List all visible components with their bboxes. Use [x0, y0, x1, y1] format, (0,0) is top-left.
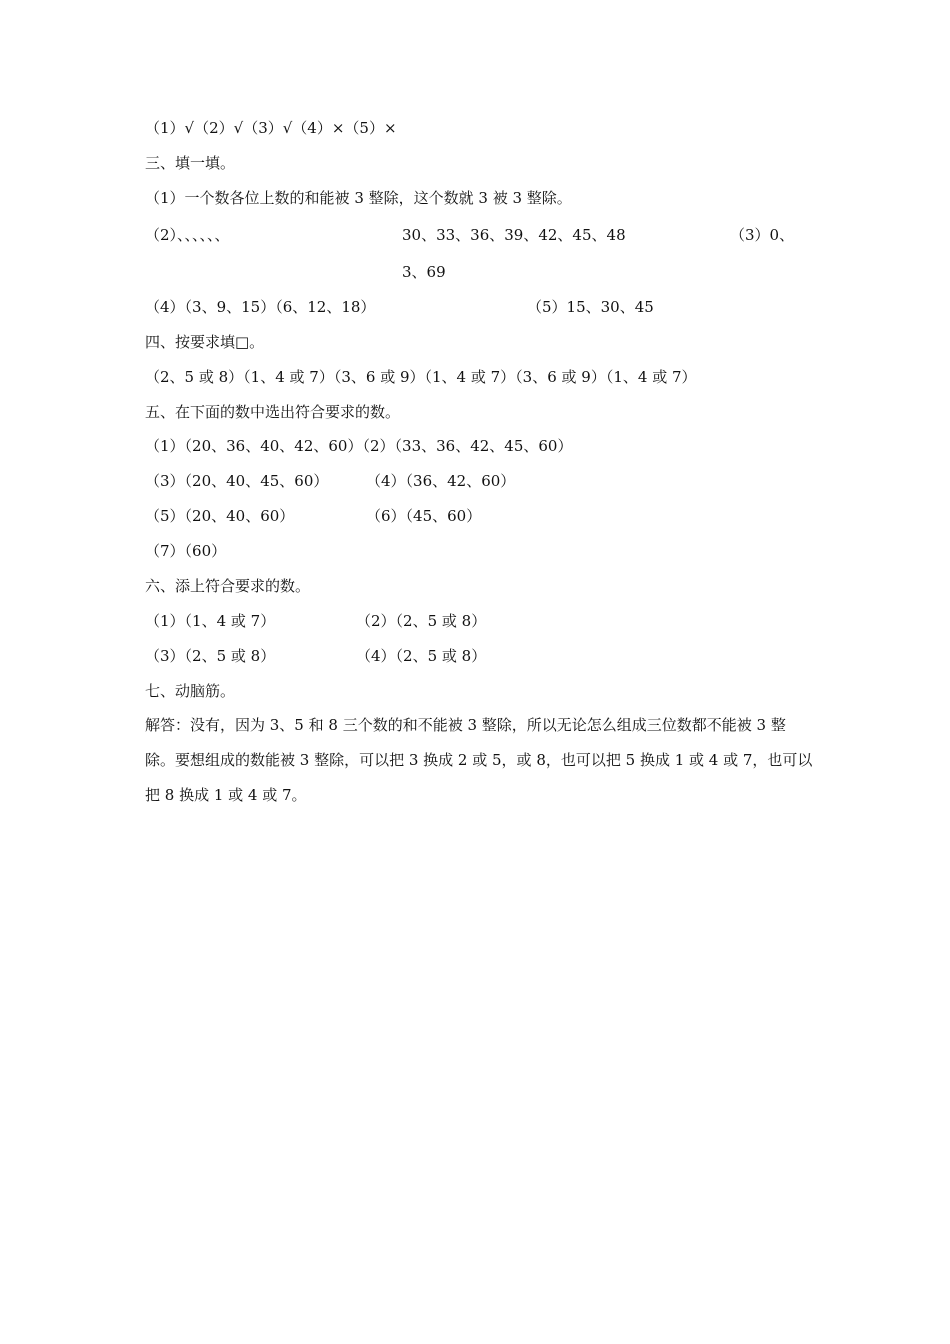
- s6-q1: （1）（1、4 或 7）: [145, 612, 276, 630]
- s3-q4: （4）（3、9、15）（6、12、18）: [145, 298, 376, 316]
- s5-row1: （1）（20、36、40、42、60）（2）（33、36、42、45、60）: [145, 437, 573, 455]
- s4-answer: （2、5 或 8）（1、4 或 7）（3、6 或 9）（1、4 或 7）（3、6 或 9）（1、4 或 7）: [145, 368, 697, 386]
- section-6-title: 六、添上符合要求的数。: [145, 577, 311, 595]
- s6-q4: （4）（2、5 或 8）: [356, 647, 487, 665]
- s6-q3: （3）（2、5 或 8）: [145, 647, 276, 665]
- s3-q5: （5）15、30、45: [527, 298, 654, 316]
- s3-q2-values: 30、33、36、39、42、45、48: [402, 226, 626, 244]
- s3-q1: （1）一个数各位上数的和能被 3 整除，这个数就 3 被 3 整除。: [145, 189, 572, 207]
- section-7-title: 七、动脑筋。: [145, 682, 236, 700]
- s3-q3-cont: 3、69: [402, 263, 446, 281]
- judge-answers: （1）√（2）√（3）√（4）×（5）×: [145, 119, 397, 137]
- s5-q6: （6）（45、60）: [366, 507, 482, 525]
- section-4-title: 四、按要求填□。: [145, 333, 265, 351]
- section-5-title: 五、在下面的数中选出符合要求的数。: [145, 403, 401, 421]
- s3-q3-label: （3）0、: [730, 226, 795, 244]
- s5-q3: （3）（20、40、45、60）: [145, 472, 329, 490]
- s3-q2-label: （2）、、、、、、: [145, 226, 230, 244]
- s5-q7: （7）（60）: [145, 542, 227, 560]
- s6-q2: （2）（2、5 或 8）: [356, 612, 487, 630]
- s5-q5: （5）（20、40、60）: [145, 507, 295, 525]
- s5-q4: （4）（36、42、60）: [366, 472, 516, 490]
- section-3-title: 三、填一填。: [145, 154, 236, 172]
- s7-solution: 解答：没有，因为 3、5 和 8 三个数的和不能被 3 整除，所以无论怎么组成三位数都不能被 3 整除。要想组成的数能被 3 整除，可以把 3 换成 2 或 5，或 8，也可以把 5 换成 1 或 4 或 7，也可以把 8 换成 1 或 4 或 7。: [145, 716, 813, 804]
